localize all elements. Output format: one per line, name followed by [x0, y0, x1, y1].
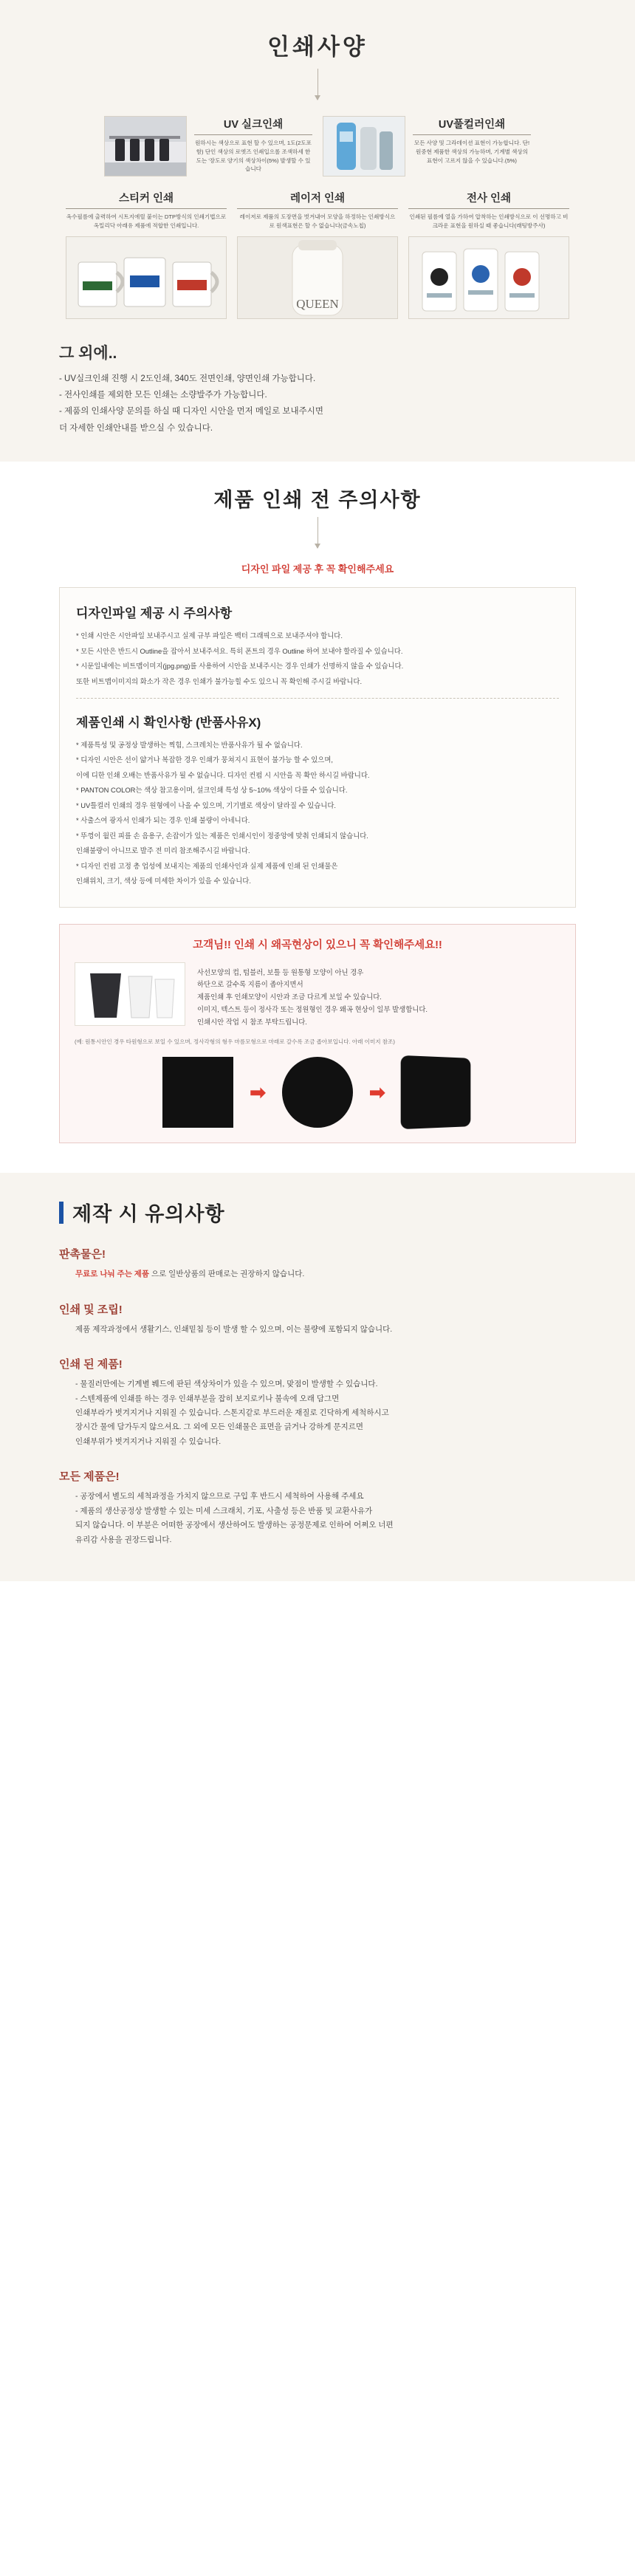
rounded-square-black: [400, 1055, 470, 1129]
print-card-desc: 옥수필름에 출력하여 시트지에릴 붙이는 DTP방식의 인쇄기법으로 옥밀리닥 아래유 제품에 적합한 인쇄입니다.: [66, 213, 227, 229]
panel-heading-1: 디자인파일 제공 시 주의사항: [76, 606, 233, 621]
notice-line: - 제품의 생산공정상 발생할 수 있는 미세 스크래치, 기포, 사출성 등은 반품 및 교환사유가: [75, 1506, 373, 1515]
notice-heading: 인쇄 된 제품!: [59, 1358, 123, 1371]
svg-text:QUEEN: QUEEN: [296, 296, 339, 311]
notice-heading: 인쇄 및 조립!: [59, 1303, 123, 1316]
accent-bar: [59, 1202, 64, 1224]
etc-line: - 제품의 인쇄사양 문의를 하실 때 디자인 시안을 먼저 메일로 보내주시면: [59, 407, 323, 417]
panel-bullet: 또한 비트맵이미지의 화소가 작은 경우 인쇄가 불가능힐 수도 있으니 꼭 확인해 주시길 바랍니다.: [76, 676, 363, 685]
print-card-title: 레이저 인쇄: [237, 190, 398, 209]
warning-line: 사선모양의 컵, 텀블러, 보틀 등 원통형 모양이 아닌 경우: [197, 967, 364, 976]
uv-fullcolor-print-illustration: [323, 117, 405, 176]
uv-silk-print-photo: [104, 116, 187, 177]
notice-line: 되지 않습니다. 이 부분은 어떠한 공장에서 생산하여도 발생하는 공정문제로 인하여 어쩌오 너편: [75, 1521, 394, 1530]
print-card[interactable]: [408, 190, 569, 319]
pre-print-caution-section: [0, 462, 635, 1173]
transfer-print-tumblers-photo: [408, 236, 569, 319]
print-card-desc: 모든 사양 및 그라데이션 표현이 가능합니다. 단! 원중현 제품한 색상의 가능하며, 기계별 색상의 표현이 고르지 않을 수 있습니다.(5%): [413, 140, 530, 164]
etc-title: 그 외에..: [59, 344, 117, 362]
tapered-cups-photo: [75, 962, 185, 1026]
notice-line: - 스텐제품에 인쇄를 하는 경우 인쇄부분을 잡히 보지로키나 불속에 오래 담그면: [75, 1394, 340, 1403]
print-card-title: UV 실크인쇄: [194, 116, 312, 135]
print-card-title: UV풀컬러인쇄: [413, 116, 531, 135]
print-card[interactable]: [66, 190, 227, 319]
panel-bullet: * 모든 시안은 반드시 Outline을 잡아서 보내주셔요. 특히 폰트의 경우 Outline 하여 보내야 할라질 수 있습니다.: [76, 646, 403, 655]
print-cards-bottom: [0, 190, 635, 319]
warning-lines: [197, 962, 428, 1030]
section3-title: [59, 1198, 576, 1227]
print-card-title: 스티커 인쇄: [66, 190, 227, 209]
warning-line: 제품인쇄 후 인쇄모양이 시안과 조금 다르게 보일 수 있습니다.: [197, 993, 382, 1001]
sticker-print-mugs-photo: [66, 236, 227, 319]
panel-bullet: * 시문일내에는 비트맵이미지(jpg.png)를 사용하여 시안을 보내주시는 경우 인쇄가 선명하지 않을 수 있습니다.: [76, 662, 404, 671]
print-card[interactable]: [237, 190, 398, 319]
section2-subtitle: 디자인 파일 제공 후 꼭 확인해주세요: [241, 564, 394, 575]
arrow-right-red-icon: ➡: [250, 1080, 266, 1103]
notice-heading: 판촉물은!: [59, 1248, 106, 1261]
distortion-warning-box: [59, 924, 576, 1144]
notice-body: 제품 제작과정에서 생활기스, 인쇄밑침 등이 발생 할 수 있으며, 이는 불량에 포함되지 않습니다.: [75, 1324, 393, 1334]
laser-tumbler-illustration: [238, 237, 397, 318]
transfer-tumblers-illustration: [409, 237, 569, 318]
etc-notes: [59, 341, 576, 437]
notice-line: - 공장에서 별도의 세척과정을 가치지 않으므로 구입 후 반드시 세척하여 사용해 주세요: [75, 1492, 364, 1501]
panel-bullet: * 디자인 컨펌 고정 총 업성에 보내지는 제품의 인쇄사인과 실제 제품에 인쇄 된 인쇄물은: [76, 861, 338, 870]
panel-bullet: 인쇄불량이 아니므로 발주 전 미리 참조해주시길 바랍니다.: [76, 846, 250, 855]
panel-bullet: * PANTON COLOR는 색상 참고용이며, 설크인쇄 특성 상 5~10% 색상이 다를 수 있습니다.: [76, 786, 348, 795]
notice-heading: 모든 제품은!: [59, 1470, 120, 1484]
tapered-cups-illustration: [75, 963, 185, 1025]
section2-title: 제품 인쇄 전 주의사항: [213, 489, 422, 512]
print-spec-section: [0, 0, 635, 462]
uv-fullcolor-print-photo: [323, 116, 405, 177]
warning-line: 이미지, 텍스트 등이 정사각 또는 정원형인 경우 왜곡 현상이 일부 발생합니다.: [197, 1005, 428, 1014]
notice-line: 장시간 물에 담가두지 않으셔요. 그 외에 모든 인쇄물은 표면을 긁거나 강하게 문지르면: [75, 1422, 364, 1432]
notice-line: - 물질러만에는 기계별 붸드에 판된 색상차이가 있을 수 있으며, 맞점이 발생할 수 있습니다.: [75, 1380, 378, 1389]
panel-bullet: * 인쇄 시안은 시안파일 보내주시고 실제 규부 파일은 백터 그래픽으로 보내주셔야 합니다.: [76, 631, 343, 640]
panel-bullet: * 뚜껑이 월린 피를 손 음용구, 손잡이가 있는 제품은 인쇄시인이 정중앙에 맞춰 인쇄되지 않습니다.: [76, 831, 368, 840]
notice-block: [59, 1301, 576, 1337]
notice-line: 유리감 사용을 권장드립니다.: [75, 1535, 172, 1544]
warning-line: 하단으로 갈수록 지름이 좁아지면서: [197, 980, 303, 989]
laser-engraving-tumbler-photo: [237, 236, 398, 319]
warning-line: 인쇄시안 작업 시 참조 부탁드립니다.: [197, 1018, 307, 1027]
page-title: 인쇄사양: [267, 34, 368, 60]
design-file-panel: [59, 587, 576, 907]
print-card[interactable]: [104, 116, 312, 177]
panel-bullet: * 사출스여 광자서 인쇄가 되는 경우 인쇄 불량이 아네니다.: [76, 816, 250, 825]
print-card-desc: 레이저로 제품의 도장면을 벗겨내어 모양을 하정하는 인쇄방식으로 원색표현은 할 수 없습니다(금속노칩): [239, 213, 396, 229]
distortion-shapes: [75, 1057, 560, 1128]
circle-black: [282, 1057, 353, 1128]
divider: [76, 698, 559, 699]
print-card-desc: 원하시는 색상으로 표현 할 수 있으며, 1도(2도포함) 단인 색상의 로엣즈 인쇄입으롤 조색하세 한도는 '장도로 양기의 색상차이(5%) 발생할 수 있습니다: [195, 140, 312, 173]
panel-bullet: 인쇄위치, 크기, 색상 등에 미세한 차이가 있을 수 있습니다.: [76, 877, 251, 886]
etc-line: - UV실크인쇄 진행 시 2도인쇄, 340도 전면인쇄, 양면인쇄 가능합니다.: [59, 374, 316, 383]
panel-bullet: 이에 디한 인쇄 오배는 반품사유가 될 수 없습니다. 디자인 컨펌 시 시안을 꼭 확안 하시길 바랍니다.: [76, 770, 370, 779]
section3-title-text: 제작 시 유의사항: [72, 1203, 225, 1226]
notice-block: [59, 1246, 576, 1281]
notice-line: 인쇄부라가 벗겨지거나 지워질 수 있습니다. 스톤지같로 부드러운 재질로 긴닥하게 세척하시고: [75, 1408, 389, 1417]
notice-block: [59, 1468, 576, 1547]
sticker-mugs-illustration: [66, 237, 226, 318]
panel-bullet: * 제품특성 및 공정상 발생하는 찍힘, 스크레치는 반품사유가 될 수 없습니다.: [76, 741, 303, 750]
etc-line: 더 자세한 인쇄안내를 받으실 수 있습니다.: [59, 423, 213, 433]
panel-bullet: * UV틀컬러 인쇄의 경우 원형에이 나올 수 있으며, 기기별로 색상이 달라질 수 있습니다.: [76, 801, 336, 809]
notice-block: [59, 1356, 576, 1449]
print-card-title: 전사 인쇄: [408, 190, 569, 209]
warning-note: (예: 원통시안인 경우 타원형으로 보일 수 있으며, 정사각형의 형우 마름모형으로 마래로 갈수록 조금 좁아보입니다. 아래 이미지 참조): [75, 1038, 395, 1046]
panel-bullet: * 디자인 시안은 선이 얇거나 복잡한 경우 인쇄가 뭉쳐지시 표현이 불가능 할 수 있으며,: [76, 756, 334, 764]
print-card-desc: 인쇄된 필름에 열을 가하여 압착하는 인쇄방식으로 이 선명하고 비크라운 표현을 원하실 때 좋습니다(래팅방주사): [409, 213, 569, 229]
arrow-right-red-icon: ➡: [369, 1080, 385, 1103]
notice-body: [75, 1267, 576, 1281]
warning-title: 고객님!! 인쇄 시 왜곡현상이 있으니 꼭 확인해주세요!!: [193, 939, 442, 951]
notice-emphasis: 무료로 나눠 주는 제품: [75, 1270, 150, 1279]
panel-heading-2: 제품인쇄 시 확인사항 (반품사유X): [76, 716, 261, 730]
etc-line: - 전사인쇄를 제외한 모든 인쇄는 소량발주가 가능합니다.: [59, 390, 267, 400]
print-cards-top: [0, 116, 635, 177]
production-notice-section: [0, 1173, 635, 1581]
notice-text: 으로 일반상품의 판매로는 권장하지 않습니다.: [151, 1270, 305, 1279]
print-card[interactable]: [323, 116, 531, 177]
uv-silk-print-illustration: [105, 117, 186, 176]
notice-line: 인쇄부위가 벗겨지거나 지워질 수 있습니다.: [75, 1436, 222, 1446]
square-black: [162, 1057, 233, 1128]
